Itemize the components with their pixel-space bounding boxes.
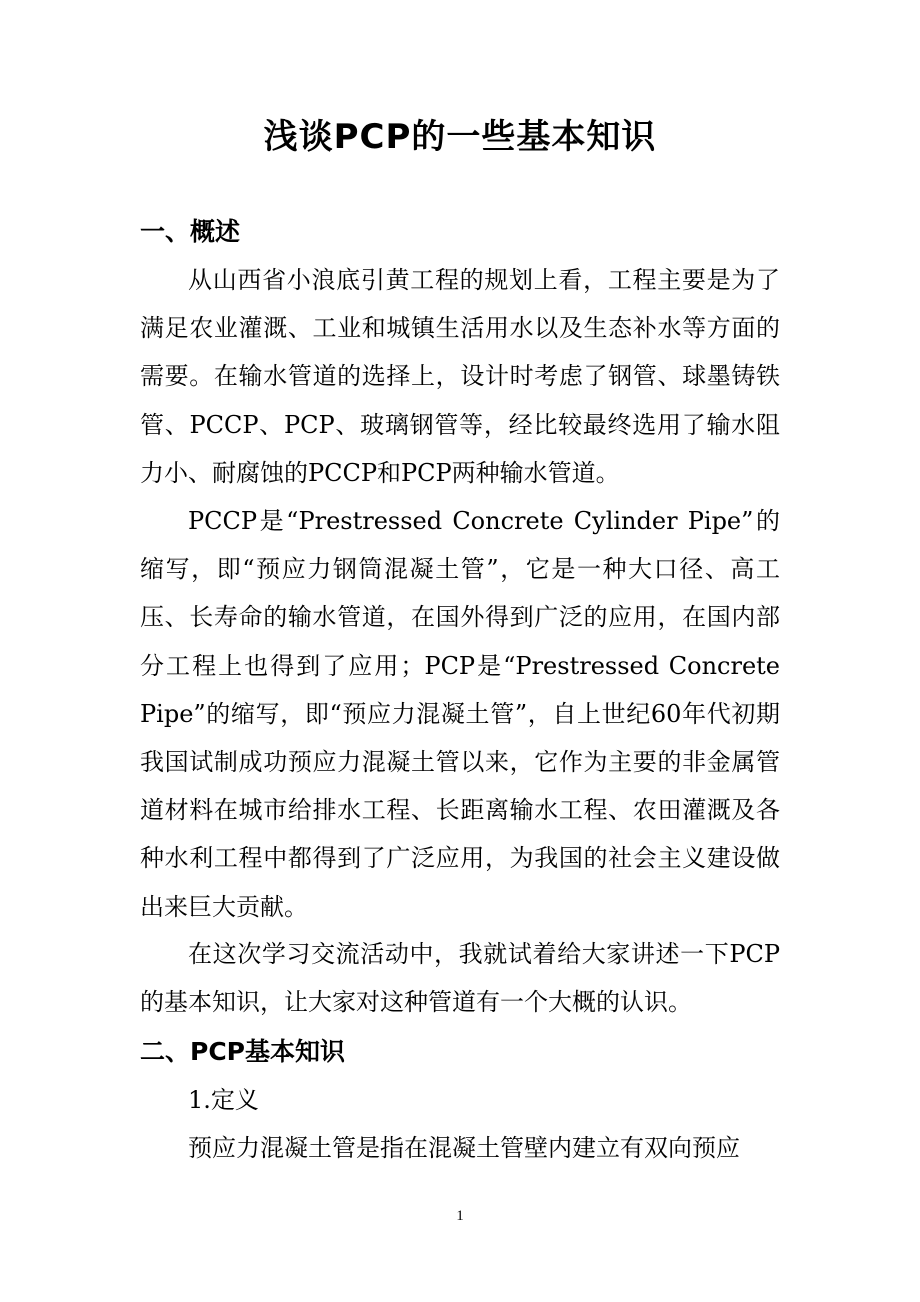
page-number: 1 xyxy=(456,1208,464,1224)
paragraph-pccp-pcp-intro: PCCP是“Prestressed Concrete Cylinder Pipe”的缩写，即“预应力钢筒混凝土管”，它是一种大口径、高工压、长寿命的输水管道，在国外得到广泛的应用，在国内部分工程上也得到了应用；PCP是“Prestressed Concrete Pipe”的缩写，即“预应力混凝土管”，自上世纪60年代初期我国试制成功预应力混凝土管以来，它作为主要的非金属管道材料在城市给排水工程、长距离输水工程、农田灌溉及各种水利工程中都得到了广泛应用，为我国的社会主义建设做出来巨大贡献。 xyxy=(140,507,780,921)
paragraph-purpose: 在这次学习交流活动中，我就试着给大家讲述一下PCP的基本知识，让大家对这种管道有一个大概的认识。 xyxy=(140,940,780,1017)
paragraph-definition: 预应力混凝土管是指在混凝土管壁内建立有双向预应 xyxy=(188,1134,740,1162)
paragraph-project-background: 从山西省小浪底引黄工程的规划上看，工程主要是为了满足农业灌溉、工业和城镇生活用水以及生态补水等方面的需要。在输水管道的选择上，设计时考虑了钢管、球墨铸铁管、PCCP、PCP、玻璃钢管等，经比较最终选用了输水阻力小、耐腐蚀的PCCP和PCP两种输水管道。 xyxy=(140,266,780,487)
document-title: 浅谈PCP的一些基本知识 xyxy=(263,117,657,157)
section-heading-overview: 一、概述 xyxy=(140,217,241,246)
subsection-heading-definition: 1.定义 xyxy=(188,1086,259,1114)
section-heading-pcp-basics: 二、PCP基本知识 xyxy=(140,1037,345,1066)
